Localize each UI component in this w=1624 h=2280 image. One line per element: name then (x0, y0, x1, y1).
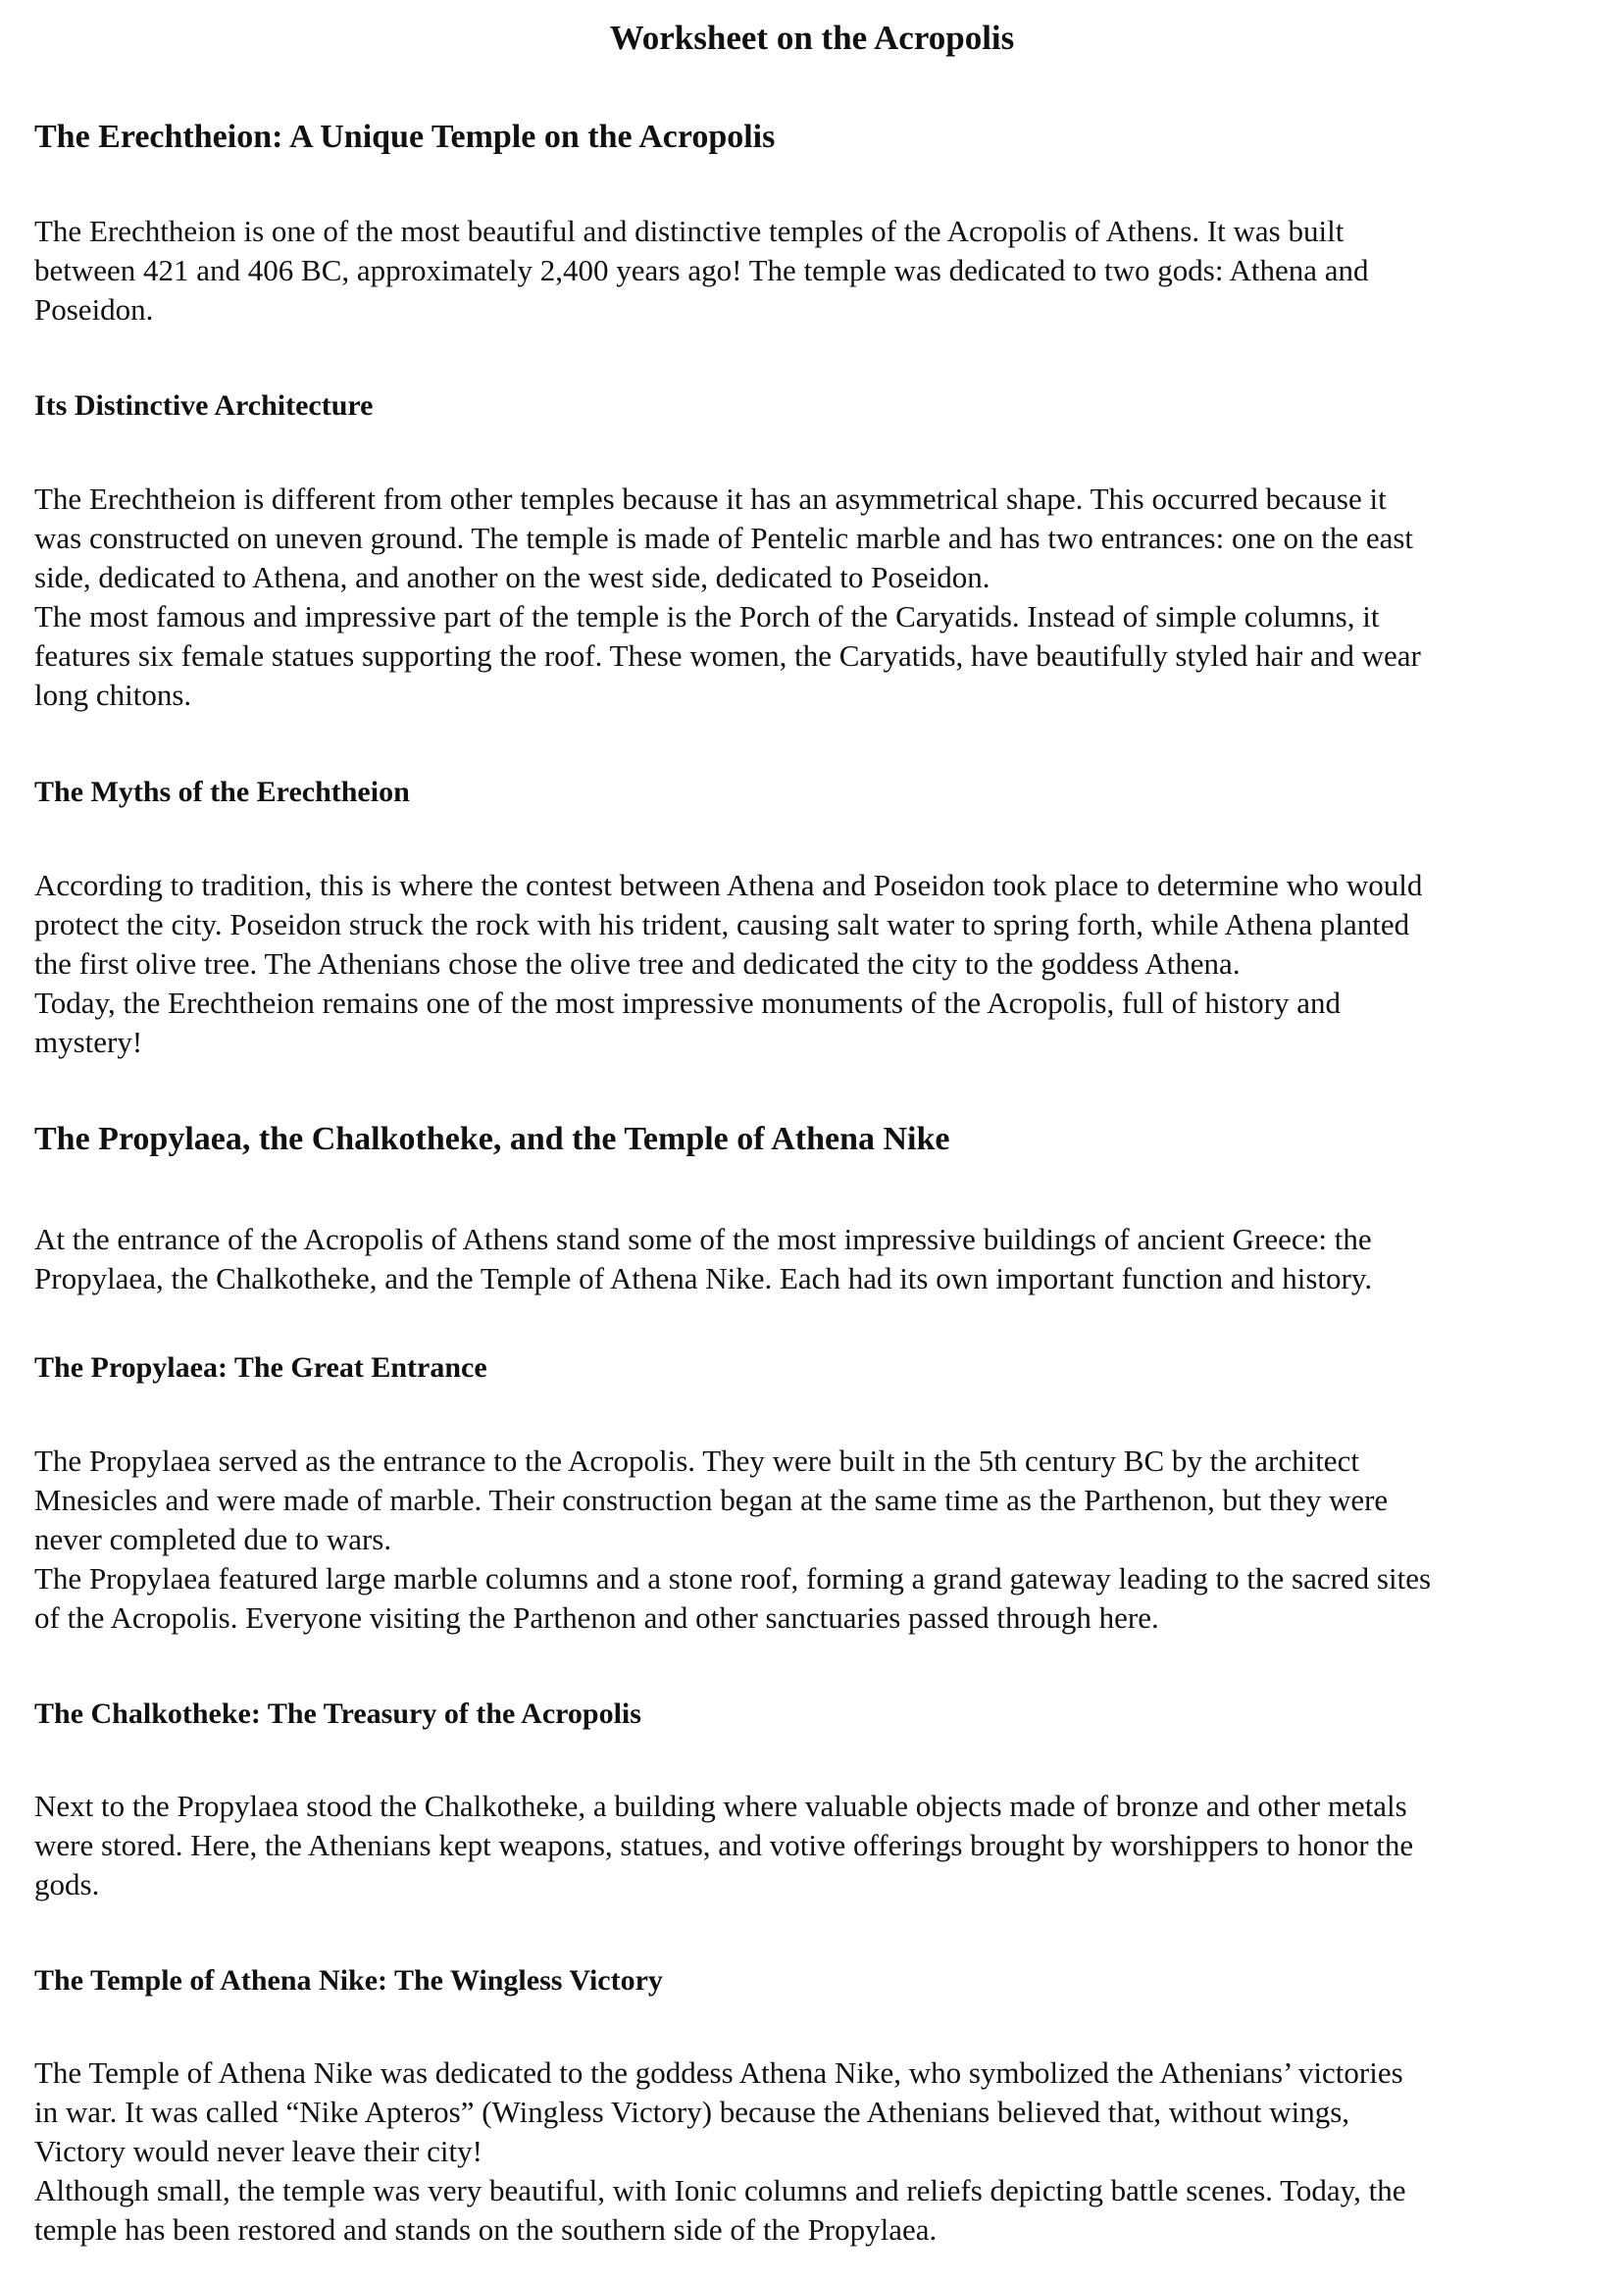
erechtheion-heading: The Erechtheion: A Unique Temple on the Acropolis (34, 119, 776, 155)
architecture-heading: Its Distinctive Architecture (34, 389, 374, 422)
propylaea-section-heading: The Propylaea, the Chalkotheke, and the Temple of Athena Nike (34, 1121, 950, 1157)
paragraph-line: Although small, the temple was very beautiful, with Ionic columns and reliefs depicting battle scenes. Today, the (34, 2173, 1406, 2207)
document-title: Worksheet on the Acropolis (609, 19, 1015, 57)
paragraph-line: temple has been restored and stands on the southern side of the Propylaea. (34, 2212, 938, 2247)
propylaea-heading: The Propylaea: The Great Entrance (34, 1351, 487, 1384)
paragraph-line: The Temple of Athena Nike was dedicated to the goddess Athena Nike, who symbolized the Athenians’ victories (34, 2055, 1403, 2090)
paragraph-line: long chitons. (34, 678, 192, 712)
paragraph-line: The most famous and impressive part of the temple is the Porch of the Caryatids. Instead of simple columns, it (34, 599, 1380, 633)
propylaea-paragraph (34, 1442, 1615, 1638)
myths-heading: The Myths of the Erechtheion (34, 776, 410, 808)
paragraph-line: Poseidon. (34, 292, 154, 327)
paragraph-line: side, dedicated to Athena, and another on the west side, dedicated to Poseidon. (34, 560, 990, 594)
paragraph-line: of the Acropolis. Everyone visiting the Parthenon and other sanctuaries passed through here. (34, 1600, 1159, 1635)
chalkotheke-heading: The Chalkotheke: The Treasury of the Acropolis (34, 1697, 641, 1730)
paragraph-line: The Propylaea served as the entrance to the Acropolis. They were built in the 5th century BC by the architect (34, 1444, 1359, 1478)
nike-paragraph (34, 2053, 1615, 2250)
paragraph-line: The Erechtheion is different from other temples because it has an asymmetrical shape. This occurred because it (34, 481, 1387, 516)
paragraph-line: never completed due to wars. (34, 1522, 392, 1556)
paragraph-line: At the entrance of the Acropolis of Athens stand some of the most impressive buildings of ancient Greece: the (34, 1222, 1372, 1256)
paragraph-line: Victory would never leave their city! (34, 2134, 482, 2168)
myths-paragraph (34, 866, 1615, 1062)
paragraph-line: the first olive tree. The Athenians chose the olive tree and dedicated the city to the goddess Athena. (34, 946, 1241, 981)
paragraph-line: was constructed on uneven ground. The temple is made of Pentelic marble and has two entrances: one on the east (34, 521, 1414, 555)
paragraph-line: According to tradition, this is where the contest between Athena and Poseidon took place to determine who would (34, 868, 1423, 902)
paragraph-line: between 421 and 406 BC, approximately 2,400 years ago! The temple was dedicated to two gods: Athena and (34, 253, 1369, 287)
paragraph-line: The Propylaea featured large marble columns and a stone roof, forming a grand gateway leading to the sacred sites (34, 1561, 1432, 1596)
propylaea-section-intro-paragraph (34, 1220, 1615, 1298)
paragraph-line: The Erechtheion is one of the most beautiful and distinctive temples of the Acropolis of Athens. It was built (34, 214, 1345, 248)
paragraph-line: Propylaea, the Chalkotheke, and the Temple of Athena Nike. Each had its own important function and history. (34, 1261, 1373, 1295)
erechtheion-intro-paragraph (34, 212, 1615, 329)
paragraph-line: in war. It was called “Nike Apteros” (Wingless Victory) because the Athenians believed that, without wings, (34, 2095, 1350, 2129)
paragraph-line: features six female statues supporting the roof. These women, the Caryatids, have beautifully styled hair and wear (34, 638, 1421, 673)
chalkotheke-paragraph (34, 1787, 1615, 1904)
paragraph-line: gods. (34, 1867, 100, 1901)
paragraph-line: were stored. Here, the Athenians kept weapons, statues, and votive offerings brought by worshippers to honor the (34, 1828, 1414, 1862)
paragraph-line: Today, the Erechtheion remains one of the most impressive monuments of the Acropolis, full of history and (34, 986, 1341, 1020)
paragraph-line: mystery! (34, 1025, 143, 1059)
paragraph-line: protect the city. Poseidon struck the rock with his trident, causing salt water to spring forth, while Athena planted (34, 907, 1410, 941)
paragraph-line: Mnesicles and were made of marble. Their construction began at the same time as the Parthenon, but they were (34, 1483, 1389, 1517)
architecture-paragraph (34, 480, 1615, 715)
nike-heading: The Temple of Athena Nike: The Wingless Victory (34, 1964, 663, 1997)
paragraph-line: Next to the Propylaea stood the Chalkotheke, a building where valuable objects made of bronze and other metals (34, 1789, 1407, 1823)
